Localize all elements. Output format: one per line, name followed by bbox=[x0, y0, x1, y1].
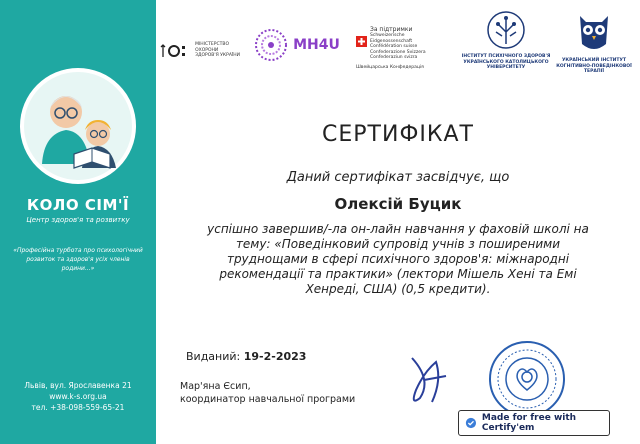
trident-icon bbox=[160, 44, 190, 58]
recipient-name: Олексій Буцик bbox=[334, 195, 462, 213]
partner-logos bbox=[160, 10, 640, 85]
family-logo bbox=[20, 68, 136, 184]
certificate-title: СЕРТИФІКАТ bbox=[322, 122, 474, 147]
address: Львів, вул. Ярославенка 21 bbox=[24, 381, 132, 390]
issued-date: 19-2-2023 bbox=[243, 350, 307, 363]
certifyem-badge[interactable] bbox=[458, 410, 610, 436]
certificate-body: успішно завершив/-ла он-лайн навчання у фаховій школі на тему: «Поведінковий супровід учнів з поширеними труднощами в сфері психічного здоров'я: міжнародні рекомендації та практики» (лектори Мішель Хені та Емі Хенреді, США) (0,5 кредити). bbox=[207, 222, 589, 296]
ministry-logo bbox=[160, 40, 250, 59]
certificate-intro: Даний сертифікат засвідчує, що bbox=[286, 170, 510, 185]
swiss-flag-icon bbox=[356, 36, 367, 47]
sidebar-quote: «Професійна турбота про психологічний розвиток та здоров'я усіх членів родини...» bbox=[13, 247, 143, 272]
swiss-heading: За підтримки bbox=[370, 26, 413, 33]
mh4u-label: MH4U bbox=[293, 37, 340, 53]
phone: тел. +38-098-559-65-21 bbox=[31, 403, 125, 412]
signer-role: координатор навчальної програми bbox=[180, 394, 356, 405]
brand-name: КОЛО СІМ'Ї bbox=[26, 196, 130, 214]
certifyem-label: Made for free with Certify'em bbox=[481, 413, 577, 433]
contacts bbox=[0, 380, 156, 413]
mh4u-logo bbox=[254, 28, 354, 62]
institute-cbt-name: УКРАЇНСЬКИЙ ІНСТИТУТ КОГНІТИВНО-ПОВЕДІНКОВОЇ ТЕРАПІЇ bbox=[556, 58, 632, 74]
tree-icon bbox=[486, 10, 526, 50]
check-badge-icon bbox=[465, 416, 477, 430]
sidebar bbox=[0, 0, 156, 444]
issued-label: Виданий: bbox=[186, 350, 241, 363]
swiss-logo bbox=[356, 26, 446, 70]
signer bbox=[180, 380, 355, 406]
ministry-name: МІНІСТЕРСТВО ОХОРОНИ ЗДОРОВ'Я УКРАЇНИ bbox=[195, 42, 240, 59]
institute-mental-logo bbox=[460, 10, 552, 71]
brand-subtitle: Центр здоров'я та розвитку bbox=[26, 216, 130, 224]
website-link[interactable]: www.k-s.org.ua bbox=[49, 392, 107, 401]
swiss-ua: Швейцарська Конфедерація bbox=[356, 64, 424, 70]
stamp-icon bbox=[488, 340, 566, 418]
mh4u-icon bbox=[254, 28, 288, 62]
signature-icon bbox=[402, 350, 456, 410]
signer-name: Мар'яна Єсип, bbox=[180, 381, 251, 392]
swiss-lines: Schweizerische Eidgenossenschaft Confédération suisse Confederazione Svizzera Confederaziun svizra bbox=[370, 33, 426, 60]
issued-line bbox=[186, 350, 306, 363]
family-illustration-icon bbox=[20, 68, 136, 184]
institute-mental-name: ІНСТИТУТ ПСИХІЧНОГО ЗДОРОВ'Я УКРАЇНСЬКОГО КАТОЛИЦЬКОГО УНІВЕРСИТЕТУ bbox=[461, 54, 551, 70]
owl-icon bbox=[576, 10, 612, 54]
institute-cbt-logo bbox=[552, 10, 636, 75]
